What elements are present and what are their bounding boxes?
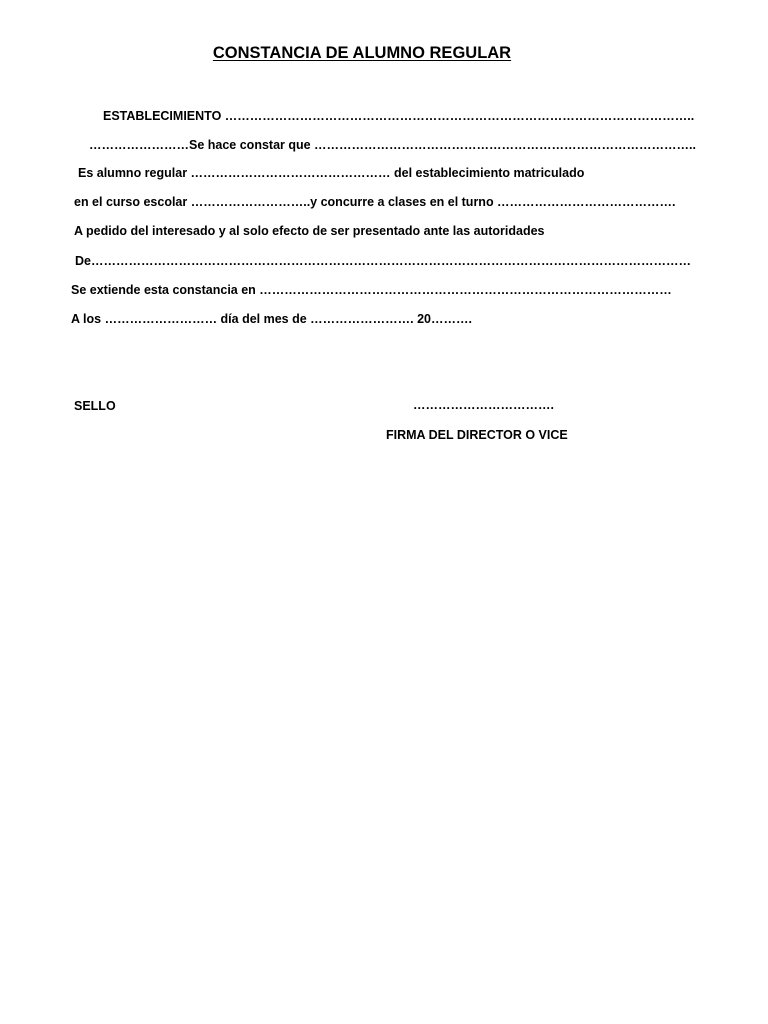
issued-in-line: Se extiende esta constancia en ……………………………………………………………………………………… <box>71 283 672 297</box>
establishment-line: ESTABLECIMIENTO ………………………………………………………………………………………………….. <box>103 109 695 123</box>
authority-line: De……………………………………………………………………………………………………………………………… <box>75 254 691 268</box>
regular-student-line: Es alumno regular ………………………………………… del establecimiento matriculado <box>78 166 585 180</box>
signature-label: FIRMA DEL DIRECTOR O VICE <box>386 428 568 442</box>
document-title: CONSTANCIA DE ALUMNO REGULAR <box>212 44 512 62</box>
signature-line: ……………………………. <box>413 398 554 412</box>
request-purpose-line: A pedido del interesado y al solo efecto de ser presentado ante las autoridades <box>74 224 545 238</box>
course-shift-line: en el curso escolar ………………………..y concurre a clases en el turno ……………………………………. <box>74 195 676 209</box>
certify-line: ……………………Se hace constar que ……………………………………………………………………………….. <box>89 138 696 152</box>
stamp-label: SELLO <box>74 399 116 413</box>
date-line: A los ……………………… día del mes de ……………………. 20………. <box>71 312 472 326</box>
